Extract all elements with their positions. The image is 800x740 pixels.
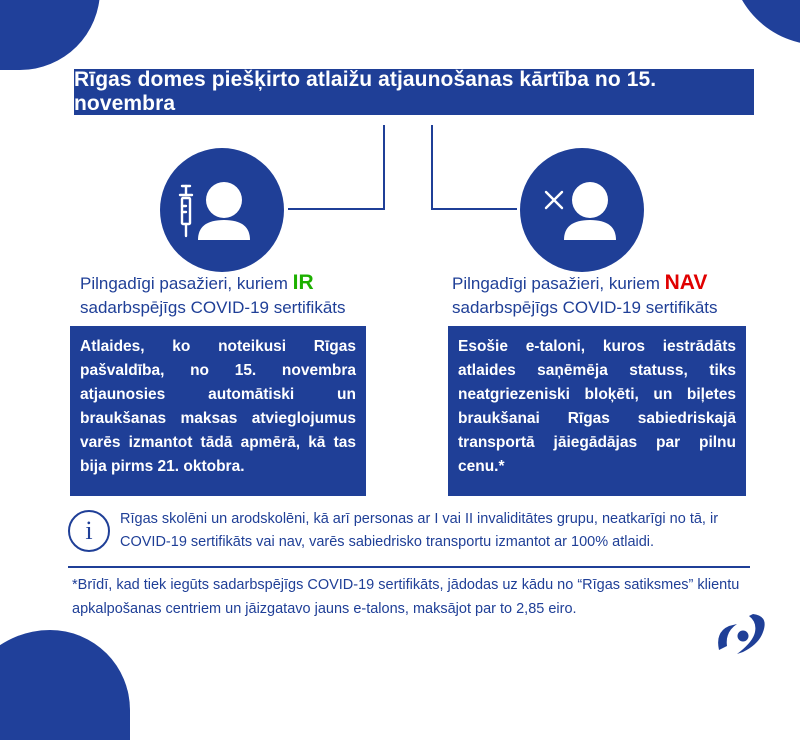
caption-suffix: sadarbspējīgs COVID-19 sertifikāts bbox=[80, 298, 346, 317]
unvaccinated-person-icon bbox=[520, 148, 644, 272]
info-box-without-certificate: Esošie e-taloni, kuros iestrādāts atlaides saņēmēja statuss, tiks neatgriezeniski bloķēti, un biļetes braukšanai Rīgas sabiedriskajā transportā jāiegādājas par pilnu cenu.* bbox=[448, 326, 746, 496]
footnote: *Brīdī, kad tiek iegūts sadarbspējīgs COVID-19 sertifikāts, jādodas uz kādu no “Rīgas satiksmes” klientu apkalpošanas centriem un jāizgatavo jauns e-talons, maksājot par to 2,85 eiro. bbox=[72, 577, 740, 617]
corner-decoration-bottom-left bbox=[0, 630, 130, 740]
caption-suffix: sadarbspējīgs COVID-19 sertifikāts bbox=[452, 298, 718, 317]
caption-prefix: Pilngadīgi pasažieri, kuriem bbox=[80, 274, 288, 293]
info-icon: i bbox=[68, 510, 110, 552]
keyword-ir: IR bbox=[292, 271, 314, 294]
connector-left-arm bbox=[288, 208, 385, 210]
corner-decoration-top-right bbox=[730, 0, 800, 45]
page-title: Rīgas domes piešķirto atlaižu atjaunošanas kārtība no 15. novembra bbox=[74, 69, 754, 115]
connector-right-vert bbox=[431, 125, 433, 210]
vaccinated-person-icon bbox=[160, 148, 284, 272]
caption-without-certificate bbox=[452, 271, 782, 320]
caption-prefix: Pilngadīgi pasažieri, kuriem bbox=[452, 274, 660, 293]
info-box-with-certificate: Atlaides, ko noteikusi Rīgas pašvaldība, no 15. novembra atjaunosies automātiski un braukšanas maksas atvieglojumus varēs izmantot tādā apmērā, kā tas bija pirms 21. oktobra. bbox=[70, 326, 366, 496]
divider bbox=[68, 566, 750, 568]
notice-section bbox=[68, 508, 748, 558]
rigas-satiksme-logo bbox=[713, 610, 771, 656]
notice-text: Rīgas skolēni un arodskolēni, kā arī personas ar I vai II invaliditātes grupu, neatkarīgi no tā, ir COVID-19 sertifikāts vai nav, varēs sabiedrisko transportu izmantot ar 100% atlaidi. bbox=[120, 511, 719, 550]
keyword-nav: NAV bbox=[664, 271, 708, 294]
connector-stem bbox=[383, 125, 385, 210]
corner-decoration-top-left bbox=[0, 0, 100, 70]
caption-with-certificate bbox=[80, 271, 410, 320]
syringe-person-svg bbox=[160, 148, 284, 272]
connector-right-arm bbox=[431, 208, 517, 210]
cross-person-svg bbox=[520, 148, 644, 272]
